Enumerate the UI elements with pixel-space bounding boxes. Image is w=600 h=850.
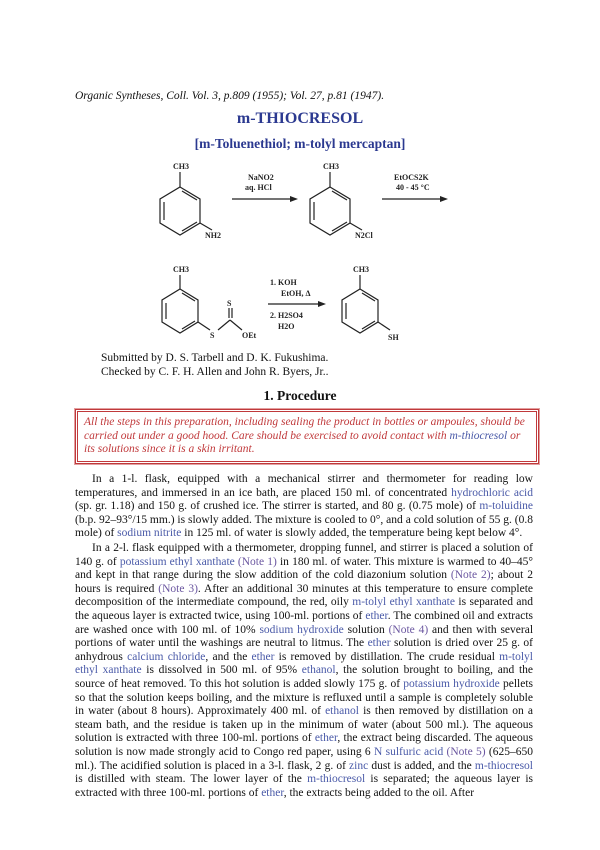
link-m-thiocresol[interactable]: m-thiocresol [449, 429, 508, 442]
sm-amine-label: NH2 [205, 231, 221, 240]
step3-reagent-4: H2O [278, 322, 295, 331]
step1-reagent-1: NaNO2 [248, 173, 274, 182]
procedure-paragraph-2: In a 2-l. flask equipped with a thermometer, dropping funnel, and stirrer is placed a solution of 140 g. of potassium ethyl xanthate (Note 1) in 180 ml. of water. This mixture is warmed to 40–45° and kept in that range during the slow addition of the cold diazonium solution (Note 2); about 2 hours is required (Note 3). After an additional 30 minutes at this temperature to ensure complete decomposition of the intermediate compound, the red, oily m-tolyl ethyl xanthate is separated and the aqueous layer is extracted twice, using 100-ml. portions of ether. The combined oil and extracts are washed once with 100 ml. of 10% sodium hydroxide solution (Note 4) and then with several portions of water until the washings are neutral to litmus. The ether solution is dried over 25 g. of anhydrous calcium chloride, and the ether is removed by distillation. The crude residual m-tolyl ethyl xanthate is dissolved in 500 ml. of 95% ethanol, the solution brought to boiling, and the source of heat removed. To this hot solution is added slowly 175 g. of potassium hydroxide pellets so that the solution keeps boiling, and the mixture is refluxed until a sample is completely soluble in water (about 8 hours). Approximately 400 ml. of ethanol is then removed by distillation on a steam bath, and the residue is taken up in the minimum of water (about 500 ml.). The aqueous solution is extracted with three 100-ml. portions of ether, the extract being discarded. The aqueous solution is now made strongly acid to Congo red paper, using 6 N sulfuric acid (Note 5) (625–650 ml.). The acidified solution is placed in a 3-l. flask, 2 g. of zinc dust is added, and the m-thiocresol is distilled with steam. The lower layer of the m-thiocresol is separated; the aqueous layer is extracted with three 100-ml. portions of ether, the extracts being added to the oil. After [75, 542, 534, 799]
link-note-2[interactable]: (Note 2) [450, 569, 491, 582]
sm-methyl-label: CH3 [173, 162, 189, 171]
link-note-3[interactable]: (Note 3) [158, 582, 198, 595]
link-sodium-nitrite[interactable]: sodium nitrite [117, 527, 182, 540]
xan-s-label: S [210, 331, 215, 340]
link-ether[interactable]: ether [251, 650, 275, 663]
diazonium-structure [310, 172, 362, 235]
link-ethanol[interactable]: ethanol [301, 664, 336, 677]
link-ethanol[interactable]: ethanol [325, 705, 359, 718]
step3-reagent-1: 1. KOH [270, 278, 297, 287]
link-ether[interactable]: ether [365, 609, 388, 622]
link-m-tolyl-ethyl-xanthate[interactable]: m-tolyl ethyl xanthate [352, 596, 455, 609]
link-m-thiocresol[interactable]: m-thiocresol [474, 759, 533, 772]
int-diazonium-label: N2Cl [355, 231, 373, 240]
checked-by: Checked by C. F. H. Allen and John R. Byers, Jr.. [101, 366, 329, 378]
citation: Organic Syntheses, Coll. Vol. 3, p.809 (1955); Vol. 27, p.81 (1947). [75, 90, 385, 102]
link-potassium-ethyl-xanthate[interactable]: potassium ethyl xanthate [119, 555, 235, 568]
thiocresol-structure [342, 275, 390, 333]
link-note-1[interactable]: (Note 1) [234, 555, 277, 568]
link-m-toluidine[interactable]: m-toluidine [479, 500, 533, 513]
link-potassium-hydroxide[interactable]: potassium hydroxide [403, 677, 500, 690]
step3-reagent-2: EtOH, Δ [281, 289, 311, 298]
reaction-scheme [0, 0, 600, 350]
link-ether[interactable]: ether [367, 637, 391, 650]
submitted-by: Submitted by D. S. Tarbell and D. K. Fukushima. [101, 352, 329, 364]
page-title: m-THIOCRESOL [236, 110, 364, 127]
prod-thiol-label: SH [388, 333, 399, 342]
link-note-4[interactable]: (Note 4) [388, 623, 429, 636]
step2-reagent-2: 40 - 45 °C [396, 183, 430, 192]
link-zinc[interactable]: zinc [349, 759, 369, 772]
int-methyl-label: CH3 [323, 162, 339, 171]
link-note-5[interactable]: (Note 5) [443, 745, 486, 758]
link-calcium-chloride[interactable]: calcium chloride [127, 650, 206, 663]
safety-warning-box: All the steps in this preparation, including sealing the product in bottles or ampoules, should be carried out under a good hood. Care should be exercised to avoid contact with m-thiocresol or its solutions since it is a skin irritant. [75, 409, 539, 464]
xan-methyl-label: CH3 [173, 265, 189, 274]
section-heading-procedure: 1. Procedure [263, 388, 337, 403]
step3-reagent-3: 2. H2SO4 [270, 311, 303, 320]
xan-oet-label: OEt [242, 331, 257, 340]
step2-reagent-1: EtOCS2K [394, 173, 429, 182]
link-sodium-hydroxide[interactable]: sodium hydroxide [259, 623, 344, 636]
link-ether[interactable]: ether [261, 786, 284, 799]
page-subtitle: [m-Toluenethiol; m-tolyl mercaptan] [194, 136, 406, 151]
prod-methyl-label: CH3 [353, 265, 369, 274]
procedure-paragraph-1: In a 1-l. flask, equipped with a mechanical stirrer and thermometer for reading low temperatures, and immersed in an ice bath, are placed 150 ml. of concentrated hydrochloric acid (sp. gr. 1.18) and 150 g. of crushed ice. The stirrer is started, and 80 g. (0.75 mole) of m-toluidine (b.p. 92–93°/15 mm.) is slowly added. The mixture is cooled to 0°, and a cold solution of 55 g. (0.8 mole) of sodium nitrite in 125 ml. of water is slowly added, the temperature being kept below 4°. [75, 473, 533, 540]
link-m-thiocresol[interactable]: m-thiocresol [307, 773, 366, 786]
link-hydrochloric-acid[interactable]: hydrochloric acid [451, 486, 533, 499]
link-sulfuric-acid[interactable]: N sulfuric acid [373, 745, 444, 758]
credits [101, 351, 328, 379]
xan-thione-label: S [227, 299, 232, 308]
step1-reagent-2: aq. HCl [245, 183, 272, 192]
toluidine-structure [160, 172, 212, 235]
link-ether[interactable]: ether [314, 732, 338, 745]
link-m-tolyl-ethyl-xanthate[interactable]: m-tolyl ethyl xanthate [75, 650, 533, 677]
